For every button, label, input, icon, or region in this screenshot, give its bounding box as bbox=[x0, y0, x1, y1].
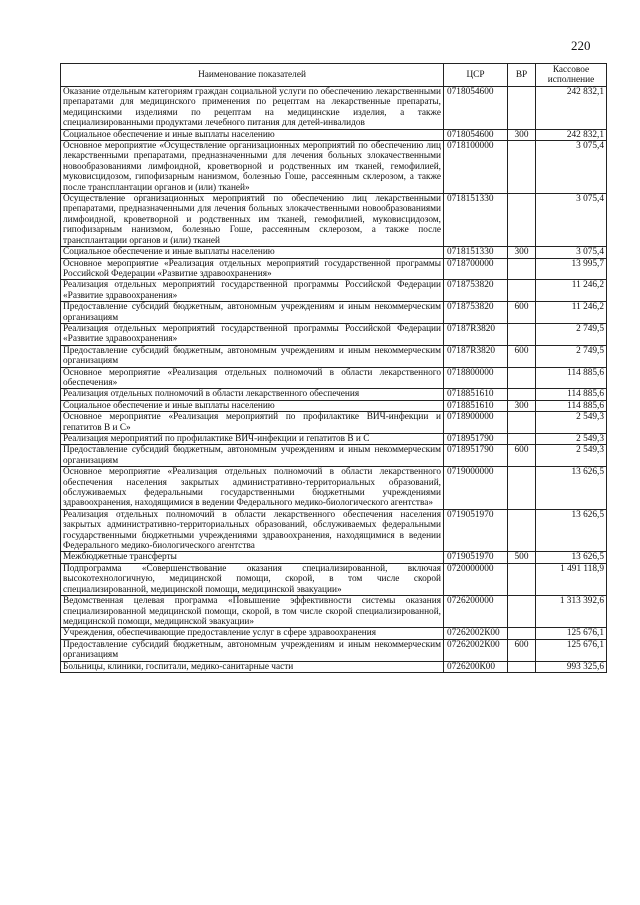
row-vr-cell: 300 bbox=[508, 247, 536, 258]
row-vr-cell: 600 bbox=[508, 302, 536, 324]
row-name-cell: Реализация отдельных полномочий в области лекарственного обеспечения населения закрытых административно-территориальных образований, обслуживаемых федеральными государственными бюджетными учреждениями здравоохранения, находящимися в ведении Федерального медико-биологического агентства bbox=[61, 509, 444, 552]
row-sum-cell: 1 491 118,9 bbox=[536, 563, 607, 595]
row-vr-cell: 300 bbox=[508, 129, 536, 140]
row-name-cell: Социальное обеспечение и иные выплаты населению bbox=[61, 129, 444, 140]
row-csr-cell: 0718951790 bbox=[444, 434, 508, 445]
row-csr-cell: 0718100000 bbox=[444, 141, 508, 194]
row-name-cell: Предоставление субсидий бюджетным, автономным учреждениям и иным некоммерческим организациям bbox=[61, 639, 444, 661]
page-number: 220 bbox=[571, 38, 591, 53]
row-vr-cell: 600 bbox=[508, 639, 536, 661]
row-name-cell: Основное мероприятие «Реализация отдельных мероприятий государственной программы Российской Федерации «Развитие здравоохранения» bbox=[61, 258, 444, 280]
row-vr-cell: 600 bbox=[508, 445, 536, 467]
row-csr-cell: 0718753820 bbox=[444, 302, 508, 324]
row-sum-cell: 114 885,6 bbox=[536, 400, 607, 411]
row-vr-cell bbox=[508, 596, 536, 628]
row-vr-cell bbox=[508, 434, 536, 445]
row-csr-cell: 0718900000 bbox=[444, 412, 508, 434]
table-row bbox=[61, 247, 607, 258]
row-name-cell: Больницы, клиники, госпитали, медико-санитарные части bbox=[61, 661, 444, 672]
row-sum-cell: 11 246,2 bbox=[536, 280, 607, 302]
header-csr: ЦСР bbox=[444, 64, 508, 87]
row-sum-cell: 242 832,1 bbox=[536, 87, 607, 130]
row-csr-cell: 0726200К00 bbox=[444, 661, 508, 672]
row-sum-cell: 1 313 392,6 bbox=[536, 596, 607, 628]
row-sum-cell: 13 626,5 bbox=[536, 509, 607, 552]
row-csr-cell: 0718700000 bbox=[444, 258, 508, 280]
row-vr-cell bbox=[508, 194, 536, 247]
table-row bbox=[61, 596, 607, 628]
row-name-cell: Социальное обеспечение и иные выплаты населению bbox=[61, 247, 444, 258]
row-csr-cell: 0720000000 bbox=[444, 563, 508, 595]
row-vr-cell bbox=[508, 141, 536, 194]
table-body bbox=[61, 87, 607, 673]
header-sum: Кассовое исполнение bbox=[536, 64, 607, 87]
row-csr-cell: 07262002К00 bbox=[444, 628, 508, 639]
row-sum-cell: 242 832,1 bbox=[536, 129, 607, 140]
row-sum-cell: 2 549,3 bbox=[536, 434, 607, 445]
row-csr-cell: 07187R3820 bbox=[444, 345, 508, 367]
table-row bbox=[61, 87, 607, 130]
row-sum-cell: 2 749,5 bbox=[536, 323, 607, 345]
table-row bbox=[61, 434, 607, 445]
row-name-cell: Учреждения, обеспечивающие предоставление услуг в сфере здравоохранения bbox=[61, 628, 444, 639]
row-name-cell: Реализация отдельных полномочий в области лекарственного обеспечения bbox=[61, 389, 444, 400]
row-sum-cell: 13 626,5 bbox=[536, 552, 607, 563]
row-vr-cell bbox=[508, 509, 536, 552]
row-sum-cell: 13 626,5 bbox=[536, 467, 607, 510]
row-sum-cell: 2 749,5 bbox=[536, 345, 607, 367]
table-row bbox=[61, 323, 607, 345]
row-sum-cell: 3 075,4 bbox=[536, 194, 607, 247]
row-csr-cell: 0726200000 bbox=[444, 596, 508, 628]
row-sum-cell: 2 549,3 bbox=[536, 445, 607, 467]
row-name-cell: Предоставление субсидий бюджетным, автономным учреждениям и иным некоммерческим организациям bbox=[61, 302, 444, 324]
row-sum-cell: 125 676,1 bbox=[536, 628, 607, 639]
row-name-cell: Межбюджетные трансферты bbox=[61, 552, 444, 563]
table-row bbox=[61, 628, 607, 639]
row-vr-cell bbox=[508, 323, 536, 345]
row-csr-cell: 0718753820 bbox=[444, 280, 508, 302]
row-name-cell: Осуществление организационных мероприятий по обеспечению лиц лекарственными препаратами, предназначенными для лечения больных злокачественными новообразованиями лимфоидной, кроветворной и родственных им тканей, гемофилией, муковисцидозом, гипофизарным нанизмом, болезнью Гоше, рассеянным склерозом, а также после трансплантации органов и (или) тканей bbox=[61, 194, 444, 247]
table-row bbox=[61, 141, 607, 194]
row-name-cell: Основное мероприятие «Реализация отдельных полномочий в области лекарственного обеспечения населения закрытых административно-территориальных образований, обслуживаемых федеральными государственными бюджетными учреждениями здравоохранения, находящимися в ведении Федерального медико-биологического агентства» bbox=[61, 467, 444, 510]
row-name-cell: Основное мероприятие «Реализация мероприятий по профилактике ВИЧ-инфекции и гепатитов В и С» bbox=[61, 412, 444, 434]
row-sum-cell: 125 676,1 bbox=[536, 639, 607, 661]
row-csr-cell: 0718054600 bbox=[444, 87, 508, 130]
row-csr-cell: 0718800000 bbox=[444, 367, 508, 389]
row-sum-cell: 114 885,6 bbox=[536, 367, 607, 389]
table-row bbox=[61, 280, 607, 302]
row-name-cell: Реализация отдельных мероприятий государственной программы Российской Федерации «Развитие здравоохранения» bbox=[61, 280, 444, 302]
row-csr-cell: 0718851610 bbox=[444, 400, 508, 411]
table-row bbox=[61, 445, 607, 467]
row-vr-cell: 600 bbox=[508, 345, 536, 367]
table-header-row bbox=[61, 64, 607, 87]
row-csr-cell: 07262002К00 bbox=[444, 639, 508, 661]
row-name-cell: Предоставление субсидий бюджетным, автономным учреждениям и иным некоммерческим организациям bbox=[61, 345, 444, 367]
header-name: Наименование показателей bbox=[61, 64, 444, 87]
table-row bbox=[61, 661, 607, 672]
table-row bbox=[61, 467, 607, 510]
row-vr-cell bbox=[508, 87, 536, 130]
row-csr-cell: 07187R3820 bbox=[444, 323, 508, 345]
table-row bbox=[61, 302, 607, 324]
row-vr-cell bbox=[508, 280, 536, 302]
row-vr-cell bbox=[508, 258, 536, 280]
row-vr-cell: 500 bbox=[508, 552, 536, 563]
row-name-cell: Предоставление субсидий бюджетным, автономным учреждениям и иным некоммерческим организациям bbox=[61, 445, 444, 467]
row-sum-cell: 13 995,7 bbox=[536, 258, 607, 280]
row-sum-cell: 993 325,6 bbox=[536, 661, 607, 672]
row-name-cell: Основное мероприятие «Осуществление организационных мероприятий по обеспечению лиц лекарственными препаратами, предназначенными для лечения больных злокачественными новообразованиями лимфоидной, кроветворной и родственных им тканей, гемофилией, муковисцидозом, гипофизарным нанизмом, болезнью Гоше, рассеянным склерозом, а также после трансплантации органов и (или) тканей» bbox=[61, 141, 444, 194]
table-row bbox=[61, 563, 607, 595]
row-sum-cell: 11 246,2 bbox=[536, 302, 607, 324]
row-csr-cell: 0718151330 bbox=[444, 247, 508, 258]
row-sum-cell: 3 075,4 bbox=[536, 141, 607, 194]
row-csr-cell: 0718151330 bbox=[444, 194, 508, 247]
table-row bbox=[61, 129, 607, 140]
table-row bbox=[61, 552, 607, 563]
row-name-cell: Основное мероприятие «Реализация отдельных полномочий в области лекарственного обеспечения» bbox=[61, 367, 444, 389]
row-name-cell: Ведомственная целевая программа «Повышение эффективности системы оказания специализированной медицинской помощи, скорой, в том числе скорой специализированной, медицинской помощи, медицинской эвакуации» bbox=[61, 596, 444, 628]
row-vr-cell bbox=[508, 661, 536, 672]
row-csr-cell: 0719051970 bbox=[444, 552, 508, 563]
row-name-cell: Оказание отдельным категориям граждан социальной услуги по обеспечению лекарственными препаратами для медицинского применения по рецептам на лекарственные препараты, медицинскими изделиями по рецептам на медицинские изделия, а также специализированными продуктами лечебного питания для детей-инвалидов bbox=[61, 87, 444, 130]
table-row bbox=[61, 509, 607, 552]
row-vr-cell bbox=[508, 367, 536, 389]
row-csr-cell: 0718054600 bbox=[444, 129, 508, 140]
row-csr-cell: 0718851610 bbox=[444, 389, 508, 400]
table-row bbox=[61, 194, 607, 247]
table-row bbox=[61, 639, 607, 661]
row-vr-cell bbox=[508, 563, 536, 595]
header-vr: ВР bbox=[508, 64, 536, 87]
row-vr-cell bbox=[508, 467, 536, 510]
row-sum-cell: 2 549,3 bbox=[536, 412, 607, 434]
row-name-cell: Реализация отдельных мероприятий государственной программы Российской Федерации «Развитие здравоохранения» bbox=[61, 323, 444, 345]
budget-table bbox=[60, 63, 607, 673]
row-name-cell: Подпрограмма «Совершенствование оказания специализированной, включая высокотехнологичную, медицинской помощи, скорой, в том числе скорой специализированной, медицинской помощи, медицинской эвакуации» bbox=[61, 563, 444, 595]
row-csr-cell: 0719000000 bbox=[444, 467, 508, 510]
row-vr-cell bbox=[508, 628, 536, 639]
row-vr-cell bbox=[508, 389, 536, 400]
table-row bbox=[61, 400, 607, 411]
table-row bbox=[61, 258, 607, 280]
row-name-cell: Социальное обеспечение и иные выплаты населению bbox=[61, 400, 444, 411]
row-csr-cell: 0719051970 bbox=[444, 509, 508, 552]
row-sum-cell: 114 885,6 bbox=[536, 389, 607, 400]
table-row bbox=[61, 389, 607, 400]
row-vr-cell: 300 bbox=[508, 400, 536, 411]
row-csr-cell: 0718951790 bbox=[444, 445, 508, 467]
table-row bbox=[61, 412, 607, 434]
row-vr-cell bbox=[508, 412, 536, 434]
row-sum-cell: 3 075,4 bbox=[536, 247, 607, 258]
row-name-cell: Реализация мероприятий по профилактике ВИЧ-инфекции и гепатитов В и С bbox=[61, 434, 444, 445]
table-row bbox=[61, 367, 607, 389]
table-row bbox=[61, 345, 607, 367]
